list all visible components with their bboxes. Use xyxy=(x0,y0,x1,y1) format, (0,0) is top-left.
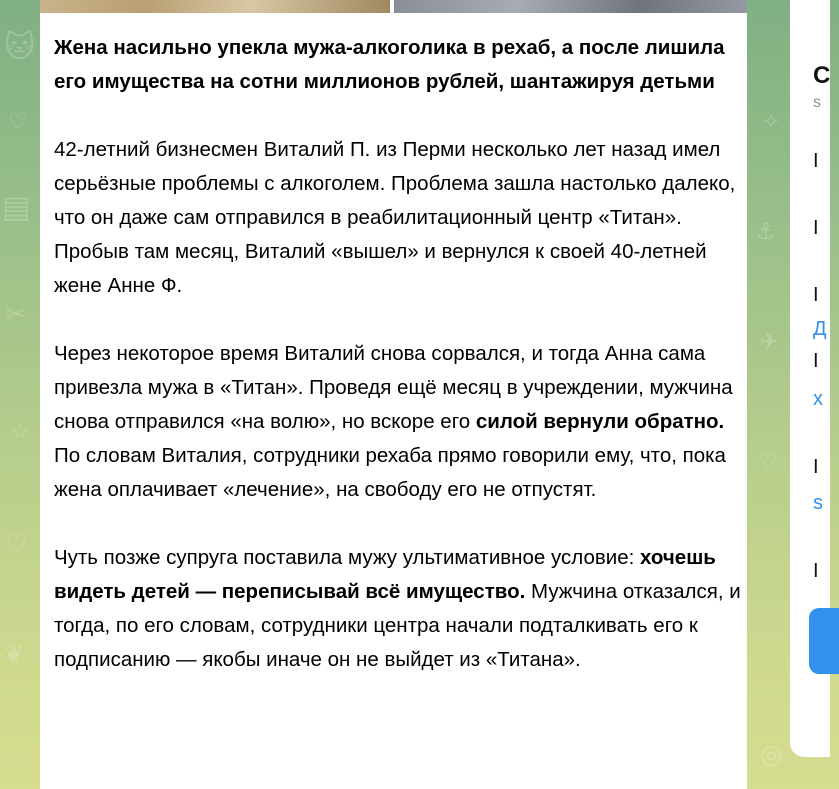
side-panel-char: I xyxy=(813,150,819,172)
doodle-heart-icon: ♡ xyxy=(8,110,28,135)
message-media[interactable] xyxy=(40,0,747,13)
bold-text: силой вернули обратно. xyxy=(475,410,725,433)
side-panel-char: I xyxy=(813,456,819,478)
message-paragraphs xyxy=(54,133,744,677)
message-paragraph xyxy=(54,541,744,677)
media-photo-left[interactable] xyxy=(40,0,390,13)
doodle-leaf-icon: ❦ xyxy=(4,640,25,668)
channel-message xyxy=(40,0,747,789)
side-panel-char: I xyxy=(813,284,819,306)
text-segment: Мужчина отказался, и тогда, по его словам, сотрудники центра начали подталкивать его к подписанию — якобы иначе он не выйдет из «Титана». xyxy=(54,580,741,671)
doodle-heart-icon: ♡ xyxy=(758,450,778,475)
side-panel-char: s xyxy=(813,94,821,111)
side-panel-char: I xyxy=(813,217,819,239)
doodle-plane-icon: ✈ xyxy=(760,330,779,355)
message-paragraph xyxy=(54,133,744,303)
side-panel-char: s xyxy=(813,492,823,514)
doodle-circle-icon: ◎ xyxy=(760,740,783,770)
side-panel xyxy=(790,0,830,757)
text-segment: Через некоторое время Виталий снова сорвался, и тогда Анна сама привезла мужа в «Титан». Проведя ещё месяц в учреждении, мужчина снова отправился «на волю», но вскоре его xyxy=(54,342,733,433)
side-panel-char: I xyxy=(813,560,819,582)
doodle-heart-icon: ♡ xyxy=(6,530,28,558)
text-segment: По словам Виталия, сотрудники рехаба прямо говорили ему, что, пока жена оплачивает «лечение», на свободу его не отпустят. xyxy=(54,444,726,501)
text-segment: 42-летний бизнесмен Виталий П. из Перми несколько лет назад имел серьёзные проблемы с алкоголем. Проблема зашла настолько далеко, что он даже сам отправился в реабилитационный центр «Титан». Пробыв там месяц, Виталий «вышел» и вернулся к своей 40-летней жене Анне Ф. xyxy=(54,138,736,297)
doodle-bone-icon: ✂ xyxy=(6,300,27,328)
doodle-box-icon: ▤ xyxy=(2,190,31,225)
text-segment: Чуть позже супруга поставила мужу ультимативное условие: xyxy=(54,546,640,569)
side-panel-char: х xyxy=(813,388,823,410)
doodle-star-icon: ✧ xyxy=(762,110,781,135)
side-panel-char: I xyxy=(813,350,819,372)
bold-text: хочешь видеть детей — переписывай всё имущество. xyxy=(54,546,716,603)
message-paragraph xyxy=(54,337,744,507)
side-panel-char: С xyxy=(813,62,831,89)
message-text xyxy=(54,31,744,711)
side-panel-char: Д xyxy=(813,318,827,340)
message-title: Жена насильно упекла мужа-алкоголика в рехаб, а после лишила его имущества на сотни миллионов рублей, шантажируя детьми xyxy=(54,36,725,93)
side-panel-button[interactable] xyxy=(809,608,839,674)
doodle-star-icon: ☆ xyxy=(10,420,30,445)
media-photo-right[interactable] xyxy=(394,0,747,13)
doodle-fish-icon: ⚓ xyxy=(756,220,776,245)
doodle-cat-icon: 🐱 xyxy=(4,30,36,65)
